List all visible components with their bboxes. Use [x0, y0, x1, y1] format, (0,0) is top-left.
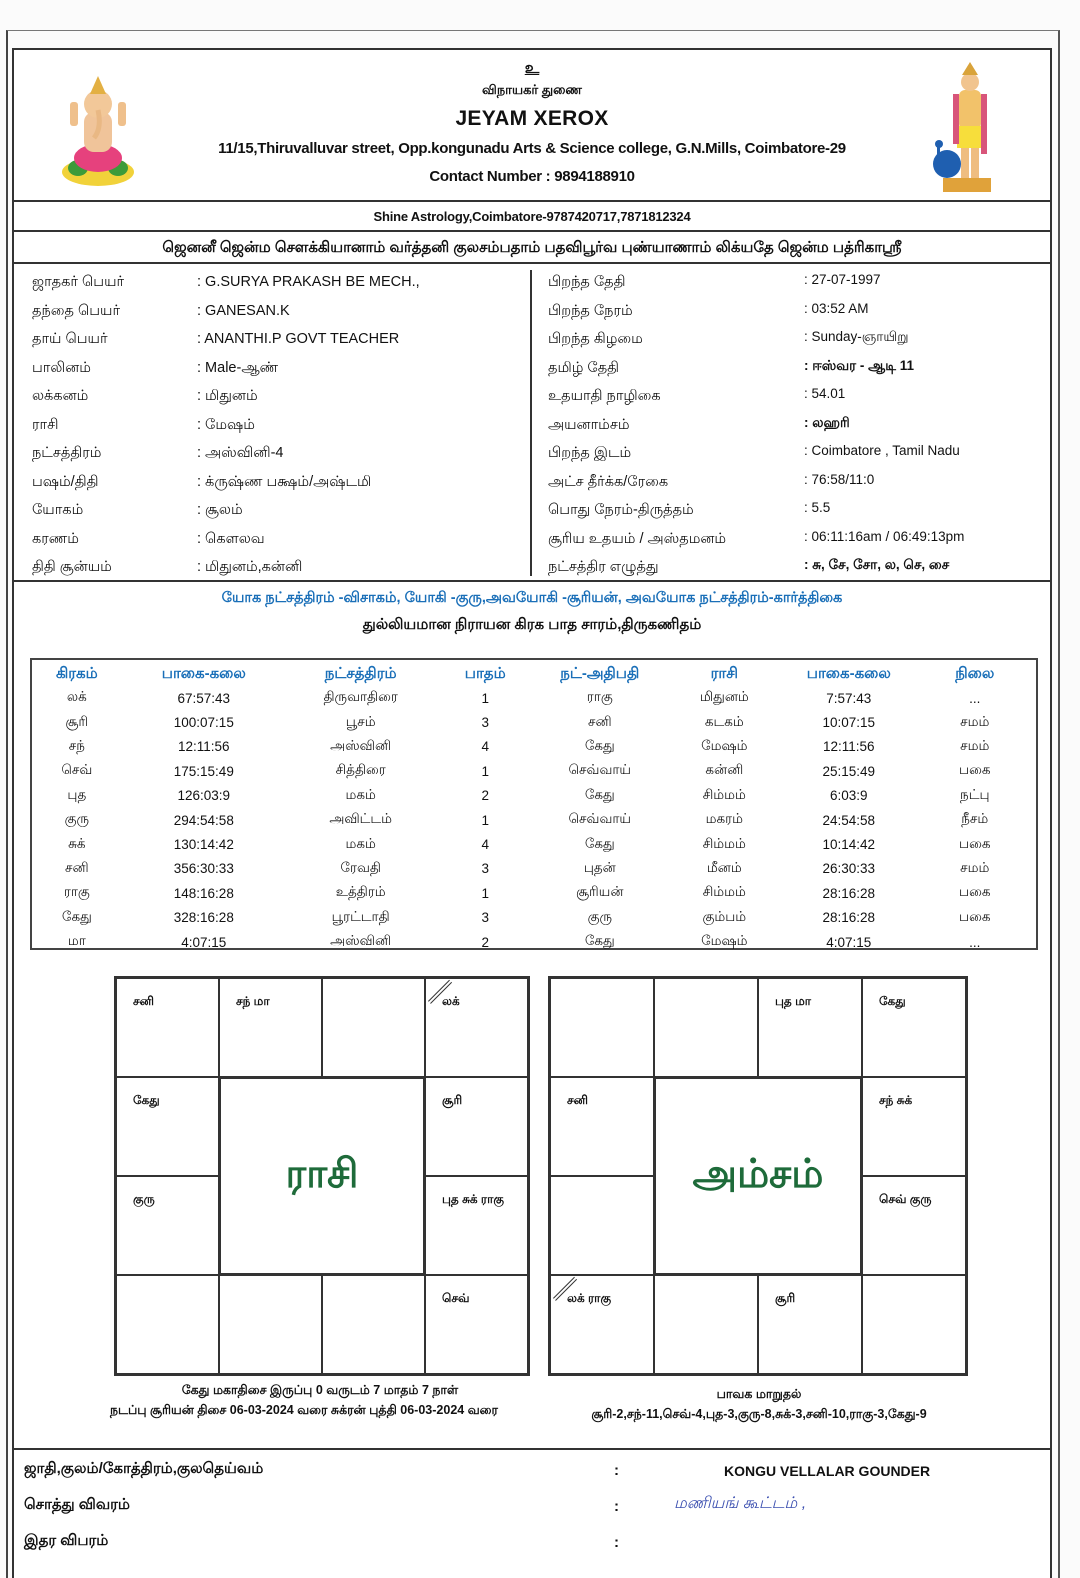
- table-cell: 3: [481, 910, 489, 926]
- detail-value: : 06:11:16am / 06:49:13pm: [804, 528, 965, 544]
- table-cell: பகை: [959, 762, 991, 778]
- table-cell: குரு: [64, 811, 90, 827]
- table-cell: கும்பம்: [702, 908, 747, 924]
- table-row: [32, 686, 1036, 710]
- table-cell: 7:57:43: [826, 690, 872, 706]
- detail-value: : லஹரி: [804, 414, 850, 430]
- table-cell: 25:15:49: [822, 763, 876, 779]
- house-mesham: [219, 978, 322, 1077]
- house-planets: சந் மா: [236, 994, 270, 1008]
- yoga-nakshatra-line: யோக நட்சத்திரம் -விசாகம், யோகி -குரு,அவயோகி -சூரியன், அவயோக நட்சத்திரம்-கார்த்திகை: [221, 590, 843, 606]
- detail-label: பாலினம்: [32, 359, 91, 376]
- table-row: [32, 881, 1036, 905]
- table-cell: கடகம்: [704, 713, 744, 729]
- footer-value: KONGU VELLALAR GOUNDER: [724, 1463, 931, 1479]
- house-kumbam: [116, 1077, 219, 1176]
- table-cell: சிம்மம்: [702, 835, 746, 851]
- table-cell: 2: [481, 934, 489, 950]
- column-header: நிலை: [955, 664, 995, 682]
- detail-value: : 5.5: [804, 500, 831, 515]
- detail-label: கரணம்: [32, 530, 79, 547]
- table-cell: 12:11:56: [823, 739, 875, 755]
- table-cell: செவ்வாய்: [568, 762, 631, 778]
- header-center: [114, 60, 950, 185]
- amsam-chart-title: அம்சம்: [692, 1150, 824, 1197]
- personal-details-column: [14, 270, 530, 584]
- column-header: கிரகம்: [55, 664, 98, 682]
- detail-row: [14, 384, 530, 413]
- house-mithunam: [425, 978, 528, 1077]
- detail-row: [14, 299, 530, 328]
- house-simmam: [425, 1176, 528, 1275]
- detail-row: [532, 527, 1050, 556]
- murugan-image: [929, 60, 999, 194]
- detail-row: [532, 299, 1050, 328]
- table-cell: மேஷம்: [701, 933, 748, 949]
- house-kanni: [862, 1275, 966, 1374]
- detail-row: [14, 327, 530, 356]
- detail-value: : சு, சே, சோ, ல, செ, சை: [804, 557, 950, 572]
- table-cell: 2: [481, 788, 489, 804]
- detail-value: : 54.01: [804, 386, 846, 401]
- detail-label: சூரிய உதயம் / அஸ்தமனம்: [548, 530, 727, 547]
- detail-row: [14, 413, 530, 442]
- house-kadagam: [425, 1077, 528, 1176]
- contact-number: Contact Number : 9894188910: [429, 168, 635, 185]
- house-planets: புத மா: [775, 994, 812, 1008]
- table-cell: 1: [481, 885, 489, 901]
- footer-label: ஜாதி,குலம்/கோத்திரம்,குலதெய்வம்: [24, 1460, 264, 1477]
- house-kadagam: [862, 1077, 966, 1176]
- table-cell: புதன்: [583, 859, 616, 875]
- table-cell: 28:16:28: [822, 885, 876, 901]
- rasi-chart-title: ராசி: [285, 1150, 359, 1197]
- invocation-text: விநாயகர் துணை: [482, 82, 582, 97]
- table-cell: 6:03:9: [830, 788, 868, 804]
- table-cell: திருவாதிரை: [323, 689, 398, 705]
- detail-value: : ஈஸ்வர - ஆடி 11: [804, 357, 914, 373]
- table-cell: செவ்வாய்: [568, 811, 631, 827]
- detail-value: : க்ருஷ்ண பக்ஷம்/அஷ்டமி: [197, 473, 372, 490]
- detail-label: தந்தை பெயர்: [32, 302, 121, 319]
- table-cell: சிம்மம்: [702, 884, 746, 900]
- detail-row: [14, 270, 530, 299]
- house-meenam: [116, 978, 219, 1077]
- detail-row: [14, 356, 530, 385]
- table-cell: கன்னி: [705, 762, 744, 778]
- table-cell: நட்பு: [960, 786, 990, 802]
- detail-label: லக்கனம்: [32, 388, 89, 404]
- house-planets: குரு: [133, 1192, 155, 1206]
- table-cell: சமம்: [960, 859, 990, 875]
- column-header: ராசி: [710, 664, 738, 682]
- table-cell: 4:07:15: [826, 934, 872, 950]
- column-header: நட்சத்திரம்: [324, 664, 397, 682]
- table-cell: 10:07:15: [822, 715, 876, 731]
- table-cell: பூரட்டாதி: [331, 908, 390, 924]
- footer-colon: :: [614, 1534, 619, 1551]
- detail-label: உதயாதி நாழிகை: [548, 388, 661, 404]
- table-cell: சூரியன்: [576, 884, 624, 900]
- table-cell: 10:14:42: [822, 837, 876, 853]
- footer-row: [14, 1522, 1050, 1558]
- detail-label: நட்சத்திரம்: [32, 445, 102, 461]
- house-mesham: [654, 978, 758, 1077]
- detail-value: : Male-ஆண்: [197, 359, 279, 376]
- detail-label: பிறந்த இடம்: [548, 445, 632, 461]
- table-cell: சமம்: [960, 713, 990, 729]
- house-dhanusu: [550, 1275, 654, 1374]
- house-viruchigam: [654, 1275, 758, 1374]
- detail-label: பஷம்/திதி: [32, 473, 99, 490]
- detail-value: : ANANTHI.P GOVT TEACHER: [197, 331, 400, 347]
- planet-position-table: [30, 658, 1038, 950]
- birth-time-details-column: [530, 270, 1050, 576]
- table-cell: 1: [481, 763, 489, 779]
- table-cell: உத்திரம்: [335, 884, 386, 900]
- house-planets: சனி: [133, 994, 154, 1008]
- house-planets: லக்: [442, 994, 460, 1008]
- table-cell: 4:07:15: [181, 934, 227, 950]
- detail-label: யோகம்: [32, 502, 84, 518]
- house-magaram: [116, 1176, 219, 1275]
- table-cell: அஸ்வினி: [330, 737, 392, 753]
- table-row: [32, 857, 1036, 881]
- column-header: நட்-அதிபதி: [560, 664, 640, 682]
- house-planets: புத சுக் ராகு: [442, 1192, 504, 1206]
- table-cell: சூரி: [65, 713, 89, 729]
- house-kanni: [425, 1275, 528, 1374]
- table-cell: ...: [969, 690, 981, 706]
- house-planets: சூரி: [775, 1291, 796, 1305]
- house-planets: சந் சுக்: [879, 1093, 913, 1107]
- amsam-chart-center: [654, 1077, 862, 1275]
- table-cell: 26:30:33: [822, 861, 876, 877]
- detail-row: [14, 555, 530, 584]
- table-cell: சனி: [65, 859, 89, 875]
- table-cell: மேஷம்: [701, 737, 748, 753]
- table-row: [32, 784, 1036, 808]
- table-cell: பூசம்: [345, 713, 376, 729]
- detail-value: : G.SURYA PRAKASH BE MECH.,: [197, 274, 420, 290]
- detail-label: தாய் பெயர்: [32, 331, 108, 347]
- detail-label: அயனாம்சம்: [548, 416, 630, 433]
- detail-row: [532, 498, 1050, 527]
- planet-table-title: துல்லியமான நிராயன கிரக பாத சாரம்,திருகணிதம்: [362, 616, 702, 633]
- detail-value: : Sunday-ஞாயிறு: [804, 329, 909, 344]
- table-cell: 12:11:56: [178, 739, 230, 755]
- table-row: [32, 759, 1036, 783]
- detail-label: நட்சத்திர எழுத்து: [548, 559, 659, 575]
- house-planets: லக் ராகு: [567, 1291, 612, 1305]
- house-simmam: [862, 1176, 966, 1275]
- table-cell: மீனம்: [706, 859, 742, 875]
- shop-address: 11/15,Thiruvalluvar street, Opp.kongunadu Arts & Science college, G.N.Mills, Coimbatore-29: [218, 140, 846, 157]
- table-cell: 294:54:58: [173, 812, 234, 828]
- table-cell: 356:30:33: [173, 861, 234, 877]
- footer-label: இதர விபரம்: [24, 1532, 109, 1549]
- detail-value: : 27-07-1997: [804, 272, 881, 287]
- detail-row: [532, 441, 1050, 470]
- table-row: [32, 808, 1036, 832]
- house-planets: செவ் குரு: [879, 1192, 932, 1206]
- bhava-change-title: பாவக மாறுதல்: [716, 1387, 802, 1401]
- detail-row: [532, 327, 1050, 356]
- detail-label: அட்ச தீர்க்க/ரேகை: [548, 473, 669, 490]
- table-cell: லக்: [66, 689, 87, 705]
- dasa-balance-line: கேது மகாதிசை இருப்பு 0 வருடம் 7 மாதம் 7 நாள்: [181, 1383, 459, 1397]
- house-planets: செவ்: [442, 1291, 470, 1305]
- table-cell: மகம்: [345, 835, 376, 851]
- house-thulam: [322, 1275, 425, 1374]
- table-cell: பகை: [959, 835, 991, 851]
- house-planets: கேது: [879, 994, 906, 1008]
- house-kumbam: [550, 1077, 654, 1176]
- house-mithunam: [862, 978, 966, 1077]
- detail-label: பிறந்த கிழமை: [548, 331, 643, 347]
- table-cell: சமம்: [960, 737, 990, 753]
- birth-details: [14, 264, 1050, 582]
- table-cell: மகம்: [345, 786, 376, 802]
- detail-row: [14, 498, 530, 527]
- table-row: [32, 906, 1036, 930]
- detail-label: பிறந்த தேதி: [548, 274, 626, 290]
- shop-name: JEYAM XEROX: [455, 107, 609, 130]
- table-cell: 175:15:49: [173, 763, 234, 779]
- table-cell: மிதுனம்: [699, 689, 749, 705]
- house-planets: சனி: [567, 1093, 588, 1107]
- table-cell: பகை: [959, 884, 991, 900]
- detail-row: [532, 555, 1050, 584]
- table-cell: 130:14:42: [173, 837, 234, 853]
- detail-row: [532, 384, 1050, 413]
- table-cell: சித்திரை: [335, 762, 386, 778]
- table-cell: கேது: [61, 908, 92, 924]
- footer-row: [14, 1450, 1050, 1486]
- table-cell: கேது: [584, 737, 615, 753]
- house-rishabam: [322, 978, 425, 1077]
- table-cell: 1: [481, 690, 489, 706]
- table-cell: 3: [481, 715, 489, 731]
- table-cell: சனி: [587, 713, 612, 729]
- table-row: [32, 710, 1036, 734]
- pillaiyar-suzhi: உ: [524, 60, 540, 77]
- detail-value: : அஸ்வினி-4: [197, 445, 284, 461]
- family-details: [14, 1448, 1050, 1558]
- column-header: பாகை-கலை: [161, 664, 246, 682]
- handwritten-value: மணியங் கூட்டம் ,: [674, 1495, 807, 1512]
- table-cell: 148:16:28: [173, 885, 234, 901]
- detail-label: பொது நேரம்-திருத்தம்: [548, 502, 694, 518]
- column-header: பாகை-கலை: [806, 664, 891, 682]
- detail-value: : 76:58/11:0: [804, 471, 875, 487]
- detail-label: திதி சூன்யம்: [32, 559, 112, 575]
- table-cell: கேது: [584, 786, 615, 802]
- footer-colon: :: [614, 1498, 619, 1515]
- table-cell: 28:16:28: [822, 910, 876, 926]
- table-cell: ரேவதி: [340, 859, 381, 875]
- table-cell: 3: [481, 861, 489, 877]
- header: [14, 50, 1050, 202]
- rasi-chart-center: [219, 1077, 425, 1275]
- table-cell: சந்: [68, 737, 85, 753]
- detail-value: : மிதுனம்: [197, 388, 258, 404]
- table-cell: 4: [481, 837, 489, 853]
- detail-row: [532, 470, 1050, 499]
- footer-colon: :: [614, 1462, 619, 1479]
- table-cell: 100:07:15: [173, 715, 234, 731]
- detail-row: [14, 441, 530, 470]
- house-magaram: [550, 1176, 654, 1275]
- table-row: [32, 735, 1036, 759]
- detail-row: [532, 356, 1050, 385]
- detail-row: [14, 527, 530, 556]
- table-cell: மகரம்: [705, 811, 743, 827]
- detail-row: [14, 470, 530, 499]
- table-cell: கேது: [584, 933, 615, 949]
- table-cell: குரு: [587, 908, 612, 924]
- current-dasa-line: நடப்பு சூரியன் திசை 06-03-2024 வரை சுக்ரன் புத்தி 06-03-2024 வரை: [110, 1403, 498, 1417]
- house-dhanusu: [116, 1275, 219, 1374]
- table-cell: அவிட்டம்: [329, 811, 393, 827]
- table-cell: 126:03:9: [177, 788, 231, 804]
- column-header: பாதம்: [464, 664, 506, 682]
- house-planets: கேது: [133, 1093, 160, 1107]
- table-cell: ...: [969, 934, 981, 950]
- detail-value: : மேஷம்: [197, 416, 255, 433]
- table-cell: புத: [67, 786, 87, 802]
- detail-value: : Coimbatore , Tamil Nadu: [804, 443, 960, 458]
- footer-row: [14, 1486, 1050, 1522]
- detail-value: : கௌலவ: [197, 530, 265, 547]
- bhava-change-values: சூரி-2,சந்-11,செவ்-4,புத-3,குரு-8,சுக்-3,சனி-10,ராகு-3,கேது-9: [591, 1407, 927, 1421]
- table-cell: மா: [67, 933, 86, 949]
- table-header-row: [32, 660, 1036, 686]
- detail-value: : சூலம்: [197, 502, 243, 518]
- table-cell: 4: [481, 739, 489, 755]
- detail-value: : 03:52 AM: [804, 300, 869, 316]
- detail-label: ராசி: [32, 416, 59, 433]
- table-cell: அஸ்வினி: [330, 933, 392, 949]
- table-cell: சுக்: [68, 835, 86, 851]
- table-cell: நீசம்: [961, 811, 989, 827]
- table-cell: கேது: [584, 835, 615, 851]
- detail-label: ஜாதகர் பெயர்: [32, 274, 125, 290]
- table-row: [32, 832, 1036, 856]
- table-cell: 328:16:28: [173, 910, 234, 926]
- detail-row: [532, 413, 1050, 442]
- table-cell: 67:57:43: [177, 690, 231, 706]
- table-cell: ராகு: [586, 689, 613, 705]
- horoscope-document: [12, 48, 1052, 1578]
- table-cell: 24:54:58: [822, 812, 876, 828]
- table-cell: பகை: [959, 908, 991, 924]
- table-cell: ராகு: [63, 884, 90, 900]
- blessing-verse: ஜெனனீ ஜென்ம சௌக்கியானாம் வர்த்தனி குலசம்பதாம் பதவிபூர்வ புண்யாணாம் லிக்யதே ஜென்ம பத்ரிகாஸ்ரீ: [14, 232, 1050, 264]
- house-thulam: [758, 1275, 862, 1374]
- detail-label: தமிழ் தேதி: [548, 359, 620, 376]
- house-planets: சூரி: [442, 1093, 463, 1107]
- table-cell: சிம்மம்: [702, 786, 746, 802]
- table-cell: செவ்: [61, 762, 93, 778]
- detail-value: : மிதுனம்,கன்னி: [197, 559, 303, 575]
- detail-value: : GANESAN.K: [197, 302, 290, 319]
- house-viruchigam: [219, 1275, 322, 1374]
- dasa-balance: [110, 1380, 530, 1420]
- bhava-change: [544, 1384, 974, 1424]
- table-row: [32, 930, 1036, 954]
- rasi-chart: [114, 976, 530, 1376]
- astrologer-contact-line: Shine Astrology,Coimbatore-9787420717,7871812324: [14, 202, 1050, 232]
- table-cell: 1: [481, 812, 489, 828]
- footer-label: சொத்து விவரம்: [24, 1496, 131, 1513]
- detail-row: [532, 270, 1050, 299]
- amsam-chart: [548, 976, 968, 1376]
- house-meenam: [550, 978, 654, 1077]
- house-rishabam: [758, 978, 862, 1077]
- detail-label: பிறந்த நேரம்: [548, 302, 633, 319]
